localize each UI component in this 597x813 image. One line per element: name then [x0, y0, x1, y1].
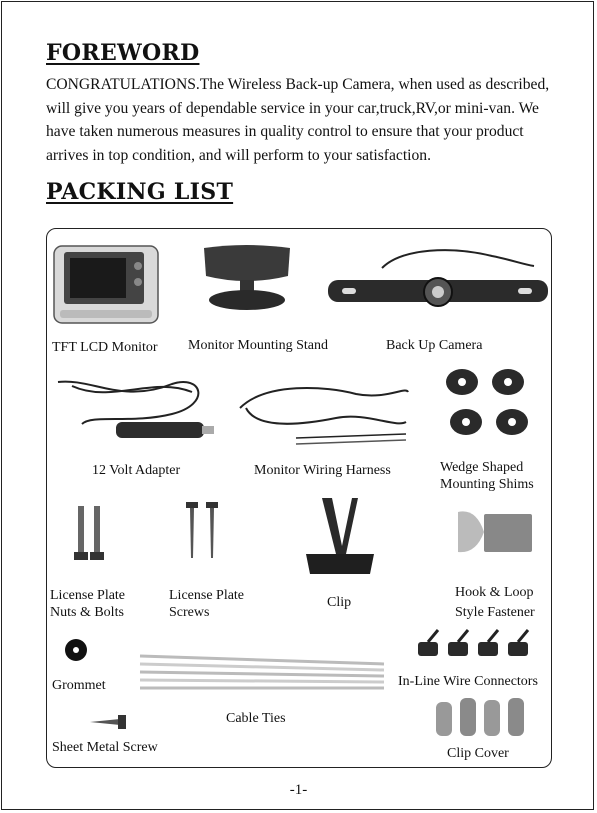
sheet-metal-screw-label: Sheet Metal Screw	[52, 740, 158, 755]
packing-list-heading: PACKING LIST	[46, 179, 234, 205]
back-up-camera-label: Back Up Camera	[386, 338, 483, 353]
wire-connectors-image	[412, 628, 536, 664]
nuts-bolts-image	[70, 504, 110, 562]
monitor-stand-image	[196, 242, 298, 314]
clip-cover-label: Clip Cover	[447, 746, 509, 761]
cable-ties-image	[138, 652, 388, 698]
grommet-label: Grommet	[52, 678, 106, 693]
tft-monitor-label: TFT LCD Monitor	[52, 340, 158, 355]
volt-adapter-image	[52, 374, 222, 450]
wedge-shims-label-2: Mounting Shims	[440, 477, 534, 492]
clip-label: Clip	[327, 595, 352, 610]
nuts-bolts-label-2: Nuts & Bolts	[50, 605, 124, 620]
nuts-bolts-label-1: License Plate	[50, 588, 126, 603]
plate-screws-label-2: Screws	[169, 605, 210, 620]
wedge-shims-image	[442, 366, 534, 442]
plate-screws-image	[180, 502, 224, 562]
foreword-heading: FOREWORD	[46, 40, 200, 66]
hook-loop-label-2: Style Fastener	[455, 605, 535, 620]
clip-cover-image	[432, 694, 528, 738]
wire-connectors-label: In-Line Wire Connectors	[398, 674, 538, 689]
wiring-harness-label: Monitor Wiring Harness	[254, 463, 391, 478]
tft-monitor-image	[50, 242, 162, 327]
hook-loop-label-1: Hook & Loop	[455, 585, 534, 600]
hook-loop-image	[454, 508, 536, 556]
cable-ties-label: Cable Ties	[226, 711, 286, 726]
plate-screws-label-1: License Plate	[169, 588, 245, 603]
clip-image	[302, 494, 378, 578]
volt-adapter-label: 12 Volt Adapter	[92, 463, 181, 478]
sheet-metal-screw-image	[88, 712, 128, 732]
wiring-harness-image	[236, 378, 412, 450]
back-up-camera-image	[322, 244, 554, 314]
monitor-stand-label: Monitor Mounting Stand	[188, 338, 329, 353]
wedge-shims-label-1: Wedge Shaped	[440, 460, 524, 475]
foreword-text: CONGRATULATIONS.The Wireless Back-up Camera, when used as described, will give you years of dependable service in your car,truck,RV,or mini-van. We have taken numerous measures in quality control to ensure that your product arrives in top condition, and will perform to your satisfaction.	[46, 76, 550, 164]
page-number: -1-	[289, 782, 308, 798]
grommet-image	[64, 638, 88, 662]
